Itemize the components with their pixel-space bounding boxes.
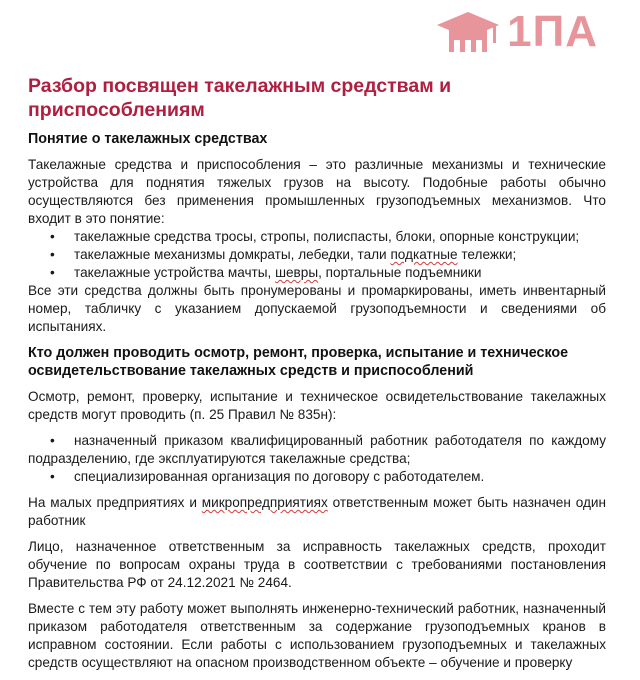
inspection-list — [28, 432, 606, 486]
section-heading-inspection: Кто должен проводить осмотр, ремонт, проверка, испытание и техническое освидетельствование такелажных средств и приспособлений — [28, 345, 569, 379]
concept-intro: Такелажные средства и приспособления – это различные механизмы и технические устройства для поднятия тяжелых грузов на высоту. Подобные работы обычно осуществляются без применения промышленных грузоподъемных механизмов. Что входит в это понятие: — [28, 157, 606, 226]
paragraph-text: На малых предприятиях и — [28, 495, 202, 510]
training-paragraph: Лицо, назначенное ответственным за исправность такелажных средств, проходит обучение по вопросам охраны труда в соответствии с требованиями постановления Правительства РФ от 24.12.2021 № 2464. — [28, 539, 606, 590]
section-heading-concept: Понятие о такелажных средствах — [28, 131, 268, 147]
logo — [435, 7, 598, 56]
document-body — [28, 74, 606, 680]
engineer-paragraph: Вместе с тем эту работу может выполнять инженерно-технический работник, назначенный приказом работодателя ответственным за содержание грузоподъемных кранов в исправном состоянии. Если работы с использованием грузоподъемных и такелажных средств осуществляют на опасном производственном объекте – обучение и проверку — [28, 601, 606, 670]
list-item: • специализированная организация по договору с работодателем. — [28, 468, 606, 486]
page-title: Разбор посвящен такелажным средствам и приспособлениям — [28, 75, 452, 121]
concept-outro: Все эти средства должны быть пронумерованы и промаркированы, иметь инвентарный номер, табличку с указанием допускаемой грузоподъемности и сведениями об испытаниях. — [28, 283, 606, 334]
list-item: • назначенный приказом квалифицированный работник работодателя по каждому подразделению, где эксплуатируются такелажные средства; — [28, 432, 606, 468]
item-text: тележки; — [457, 247, 517, 262]
list-item — [28, 246, 606, 264]
spellcheck-flagged-word: микропредприятиях — [201, 495, 328, 510]
list-item — [28, 264, 606, 282]
spellcheck-flagged-word: шевры — [275, 265, 319, 280]
small-enterprise-paragraph — [28, 494, 606, 530]
concept-list — [28, 228, 606, 282]
logo-text: 1ПА — [507, 7, 598, 56]
inspection-intro: Осмотр, ремонт, проверку, испытание и техническое освидетельствование такелажных средств могут проводить (п. 25 Правил № 835н): — [28, 389, 606, 422]
item-text: , портальные подъемники — [318, 265, 482, 280]
paragraph-text: ответственным может быть назначен один работник — [28, 495, 607, 528]
list-item: • такелажные средства тросы, стропы, полиспасты, блоки, опорные конструкции; — [28, 228, 606, 246]
graduation-cap-factory-icon — [435, 10, 501, 54]
spellcheck-flagged-word: подкатные — [390, 247, 458, 262]
item-text: такелажные механизмы домкраты, лебедки, тали — [74, 247, 391, 262]
item-text: такелажные устройства мачты, — [74, 265, 276, 280]
